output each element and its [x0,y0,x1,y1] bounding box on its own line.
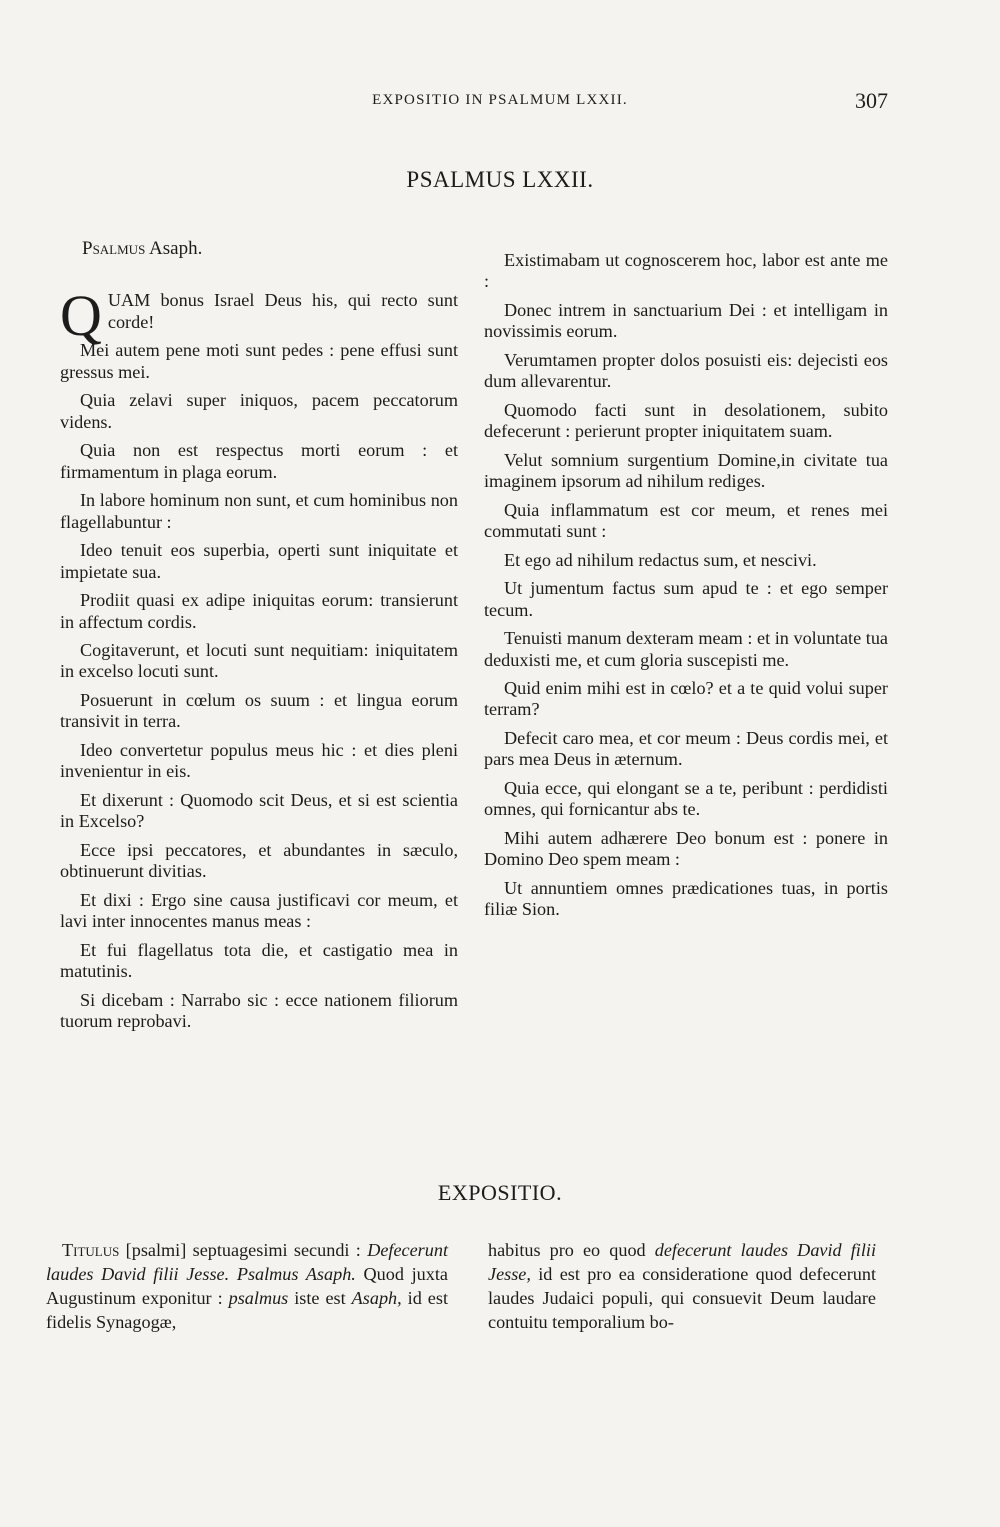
verse-16: Existimabam ut cognoscerem hoc, labor est ante me : [484,250,888,292]
verse-26: Defecit caro mea, et cor meum : Deus cordis mei, et pars mea Deus in æternum. [484,727,888,770]
verse-17: Donec intrem in sanctuarium Dei : et intelligam in novissimis eorum. [484,299,888,342]
verse-7: Prodiit quasi ex adipe iniquitas eorum: transierunt in affectum cordis. [60,590,458,632]
exposition-title: EXPOSITIO. [437,1180,563,1205]
commentary-text: habitus pro eo quod [488,1240,655,1260]
commentary-quote: defecerunt laudes David filii Jesse, [488,1240,876,1285]
verse-10: Ideo convertetur populus meus hic : et dies pleni invenientur in eis. [60,739,458,782]
verse-24: Tenuisti manum dexteram meam : et in voluntate tua deduxisti me, et cum gloria suscepisti me. [484,628,888,670]
verse-5: In labore hominum non sunt, et cum hominibus non flagellabuntur : [60,490,458,532]
verse-27: Quia ecce, qui elongant se a te, peribunt : perdidisti omnes, qui fornicantur abs te. [484,777,888,820]
verse-1 [60,283,458,349]
page-number: 307 [855,88,888,113]
commentary-quote: Defecerunt laudes David filii Jesse. Psalmus Asaph. [46,1240,448,1285]
verse-11: Et dixerunt : Quomodo scit Deus, et si est scientia in Excelso? [60,789,458,832]
commentary-left [46,1238,448,1334]
drop-cap: Q [60,283,102,349]
verse-1-text: UAM bonus Israel Deus his, qui recto sunt corde! [107,290,458,332]
verse-25: Quid enim mihi est in cœlo? et a te quid volui super terram? [484,677,888,720]
commentary-quote: psalmus [228,1288,289,1309]
verse-19: Quomodo facti sunt in desolationem, subito defecerunt : perierunt propter iniquitatem suam. [484,399,888,442]
subtitle-label: Psalmus [82,238,146,259]
right-column [484,250,888,928]
verse-15: Si dicebam : Narrabo sic : ecce nationem filiorum tuorum reprobavi. [60,989,458,1031]
running-head [60,88,940,122]
commentary-right [488,1238,876,1334]
commentary-right-paragraph [488,1238,876,1334]
commentary-text: id est fidelis Synagogæ, [46,1288,448,1333]
verse-22: Et ego ad nihilum redactus sum, et nescivi. [504,549,817,570]
subtitle-rest: Asaph. [145,238,203,259]
commentary-left-paragraph [46,1238,448,1334]
commentary-text: Quod juxta Augustinum exponitur : [46,1264,448,1309]
left-column [60,238,458,1039]
commentary-text: id est pro ea consideratione quod defecerunt laudes Judaici populi, qui consuevit Deum laudare contuitu temporalium bo- [488,1264,876,1333]
commentary-text: [psalmi] septuagesimi secundi : [119,1240,368,1260]
verse-8: Cogitaverunt, et locuti sunt nequitiam: iniquitatem in excelso locuti sunt. [60,639,458,682]
verse-3: Quia zelavi super iniquos, pacem peccatorum videns. [60,390,458,432]
verse-6: Ideo tenuit eos superbia, operti sunt iniquitate et impietate sua. [60,540,458,582]
verse-21: Quia inflammatum est cor meum, et renes mei commutati sunt : [484,499,888,542]
commentary-quote: Asaph, [351,1288,402,1309]
verse-28: Mihi autem adhærere Deo bonum est : ponere in Domino Deo spem meam : [484,827,888,870]
verse-9: Posuerunt in cœlum os suum : et lingua eorum transivit in terra. [60,689,458,732]
commentary-text: iste est [288,1288,352,1309]
verse-2: Mei autem pene moti sunt pedes : pene effusi sunt gressus mei. [60,340,458,382]
verse-13: Et dixi : Ergo sine causa justificavi cor meum, et lavi inter innocentes manus meas : [60,889,458,932]
psalm-title: PSALMUS LXXII. [406,167,594,192]
verse-12: Ecce ipsi peccatores, et abundantes in sæculo, obtinuerunt divitias. [60,839,458,882]
verse-23: Ut jumentum factus sum apud te : et ego semper tecum. [484,578,888,620]
verse-29: Ut annuntiem omnes prædicationes tuas, in portis filiæ Sion. [484,877,888,920]
running-title: EXPOSITIO IN PSALMUM LXXII. [372,92,628,108]
psalm-subtitle [82,238,458,260]
verse-20: Velut somnium surgentium Domine,in civitate tua imaginem ipsorum ad nihilum rediges. [484,449,888,492]
verse-4: Quia non est respectus morti eorum : et firmamentum in plaga eorum. [60,440,458,482]
verse-14: Et fui flagellatus tota die, et castigatio mea in matutinis. [60,939,458,982]
verse-18: Verumtamen propter dolos posuisti eis: dejecisti eos dum allevarentur. [484,349,888,392]
commentary-titulus: Titulus [62,1240,120,1260]
